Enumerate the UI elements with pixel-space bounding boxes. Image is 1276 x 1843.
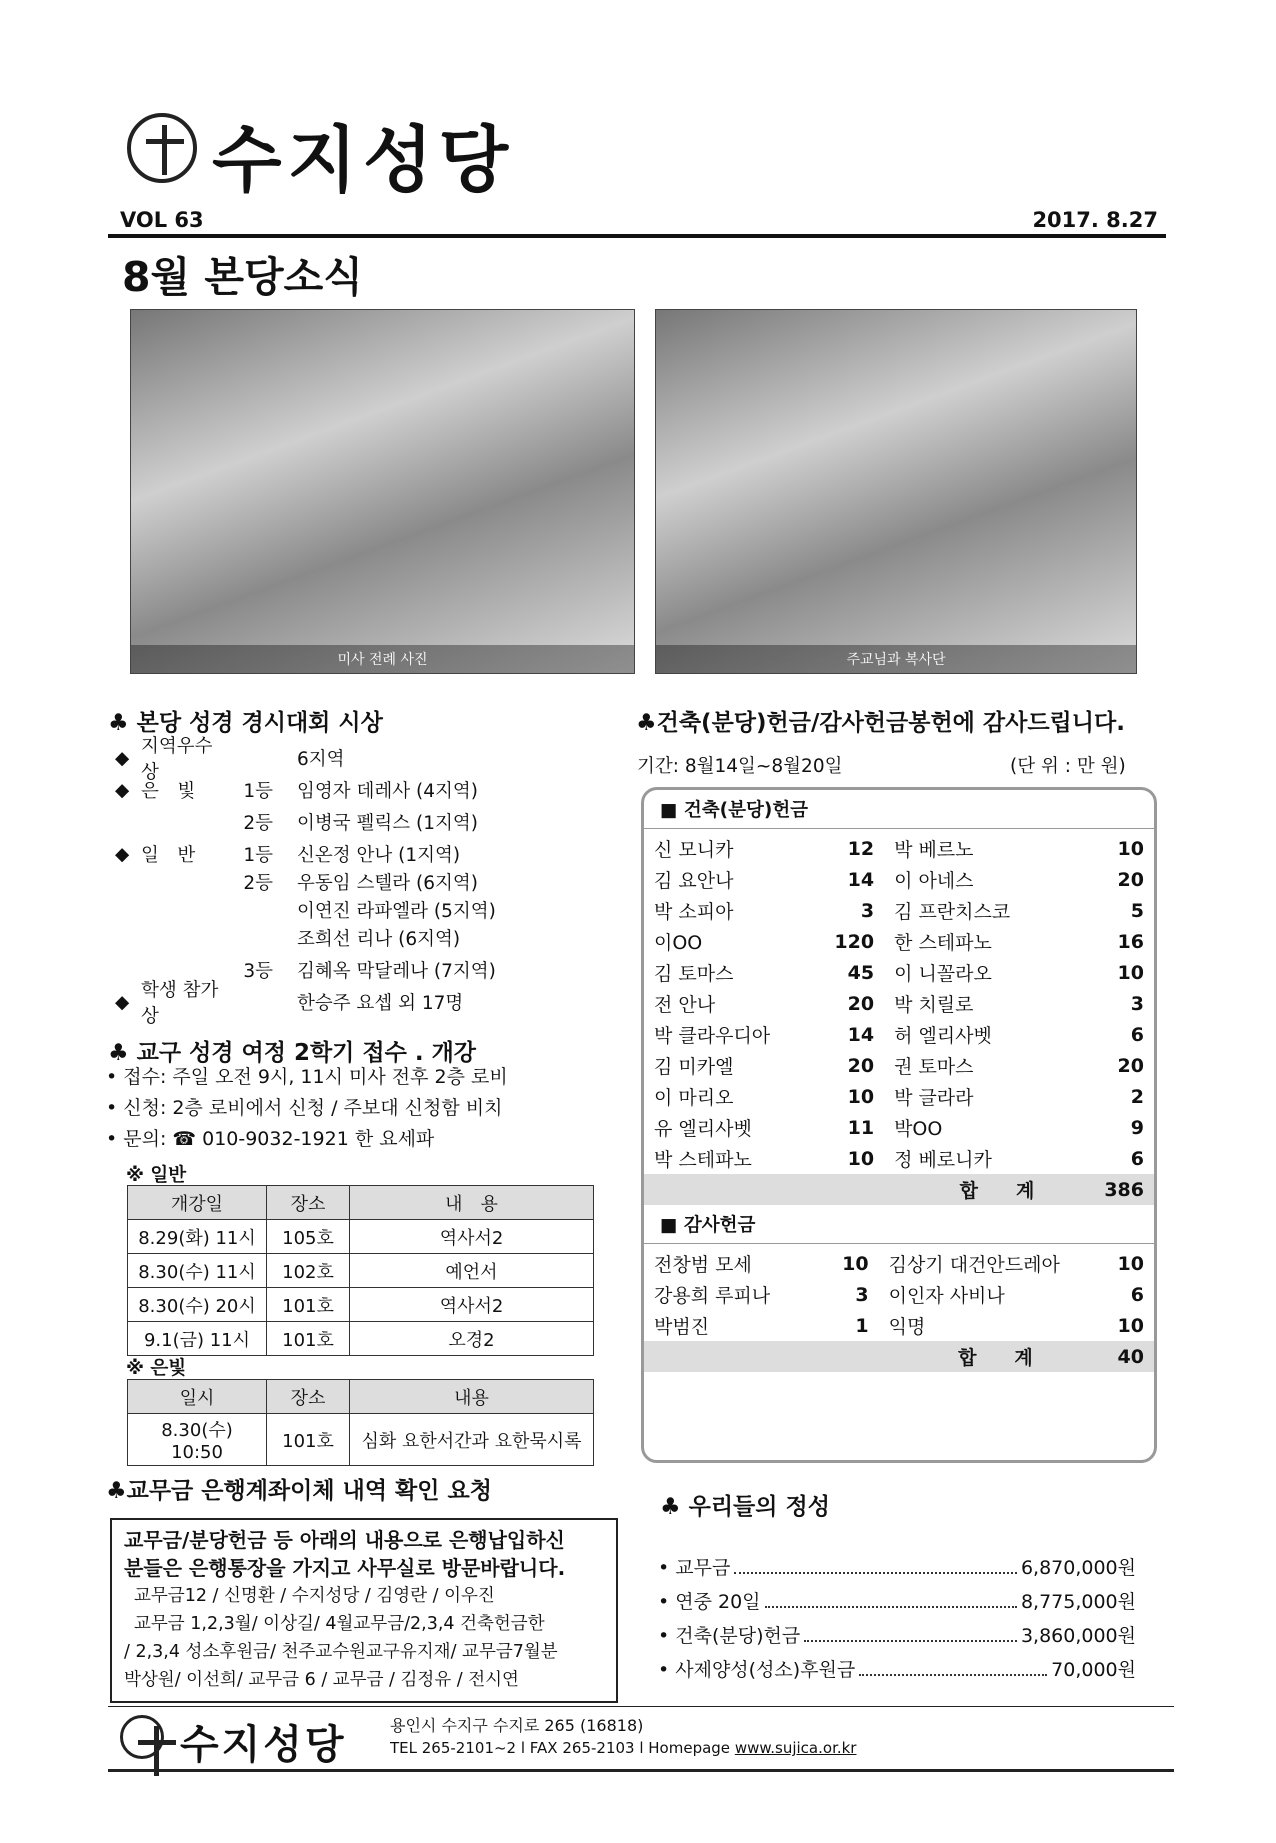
footer-address: 용인시 수지구 수지로 265 (16818) bbox=[390, 1716, 644, 1735]
donation-row bbox=[644, 1019, 1154, 1050]
thanks-total-value: 40 bbox=[1117, 1345, 1144, 1368]
offering-label: • 교무금 bbox=[658, 1557, 731, 1579]
donor-name: 박 베르노 bbox=[894, 839, 974, 861]
donation-amount: 10 bbox=[847, 1085, 875, 1108]
donation-amount: 5 bbox=[1130, 899, 1144, 922]
donation-row bbox=[644, 1050, 1154, 1081]
donation-amount: 9 bbox=[1130, 1116, 1144, 1139]
bank-notice-title: ♣교무금 은행계좌이체 내역 확인 요청 bbox=[106, 1478, 492, 1504]
donor-name: 이 마리오 bbox=[654, 1087, 734, 1109]
donor-name: 한 스테파노 bbox=[894, 932, 992, 954]
table-cell: 역사서2 bbox=[350, 1288, 594, 1322]
table-row bbox=[128, 1322, 594, 1356]
donation-amount: 45 bbox=[847, 961, 875, 984]
table-cell: 8.29(화) 11시 bbox=[128, 1220, 267, 1254]
donor-name: 이 니꼴라오 bbox=[894, 963, 992, 985]
offering-item bbox=[658, 1614, 1136, 1648]
table-header: 일시 bbox=[128, 1380, 267, 1414]
table-cell: 101호 bbox=[267, 1414, 350, 1466]
donation-amount: 1 bbox=[855, 1314, 869, 1337]
table-cell: 101호 bbox=[267, 1322, 350, 1356]
offerings-title: ♣ 우리들의 정성 bbox=[660, 1494, 830, 1520]
donation-amount: 3 bbox=[855, 1283, 869, 1306]
donation-amount: 20 bbox=[1117, 1054, 1144, 1077]
offering-label: • 사제양성(성소)후원금 bbox=[658, 1659, 856, 1681]
donation-amount: 6 bbox=[1130, 1147, 1144, 1170]
offerings-list bbox=[658, 1546, 1136, 1682]
donation-amount: 14 bbox=[847, 1023, 875, 1046]
donation-row bbox=[644, 1310, 1154, 1341]
table-cell: 오경2 bbox=[350, 1322, 594, 1356]
donation-row bbox=[644, 1081, 1154, 1112]
contest-line bbox=[115, 868, 595, 896]
building-fund-table bbox=[644, 833, 1154, 1205]
donation-row bbox=[644, 1279, 1154, 1310]
donation-amount: 6 bbox=[1130, 1283, 1144, 1306]
offering-item bbox=[658, 1546, 1136, 1580]
journey-info-item: • 신청: 2층 로비에서 신청 / 주보대 신청함 비치 bbox=[106, 1097, 503, 1119]
contest-bullet: ◆ bbox=[115, 991, 130, 1013]
footer-name: 수지성당 bbox=[180, 1722, 347, 1768]
contest-category: 지역우수상 bbox=[141, 736, 213, 783]
contest-winner: 이연진 라파엘라 (5지역) bbox=[297, 901, 496, 922]
donor-name: 박 클라우디아 bbox=[654, 1025, 771, 1047]
footer-contact bbox=[390, 1739, 856, 1757]
bank-notice-lead: 분들은 은행통장을 가지고 사무실로 방문바랍니다. bbox=[124, 1556, 566, 1580]
table-cell: 101호 bbox=[267, 1288, 350, 1322]
donor-name: 김 프란치스코 bbox=[894, 901, 1011, 923]
thanks-total-row bbox=[644, 1341, 1154, 1372]
footer-bar bbox=[108, 1706, 1174, 1772]
leader-dots bbox=[765, 1606, 1017, 1608]
donation-amount: 10 bbox=[1117, 837, 1144, 860]
mass-photo bbox=[130, 309, 635, 674]
donor-name: 유 엘리사벳 bbox=[654, 1118, 752, 1140]
donation-amount: 14 bbox=[847, 868, 875, 891]
contest-bullet: ◆ bbox=[115, 747, 130, 769]
table-header: 내 용 bbox=[350, 1186, 594, 1220]
donor-name: 김 미카엘 bbox=[654, 1056, 734, 1078]
contest-line bbox=[115, 924, 595, 952]
donation-amount: 20 bbox=[847, 992, 875, 1015]
donation-amount: 10 bbox=[1117, 1252, 1144, 1275]
offering-value: 6,870,000원 bbox=[1020, 1557, 1136, 1579]
offering-value: 70,000원 bbox=[1051, 1659, 1136, 1681]
donations-unit: (단 위 : 만 원) bbox=[1010, 756, 1126, 777]
contest-bullet: ◆ bbox=[115, 779, 130, 801]
table-row bbox=[128, 1288, 594, 1322]
contest-rank: 2등 bbox=[243, 873, 273, 894]
donation-amount: 6 bbox=[1130, 1023, 1144, 1046]
table-row bbox=[128, 1414, 594, 1466]
donation-amount: 10 bbox=[842, 1252, 869, 1275]
donations-title: ♣건축(분당)헌금/감사헌금봉헌에 감사드립니다. bbox=[636, 710, 1125, 736]
table-cell: 심화 요한서간과 요한묵시록 bbox=[350, 1414, 594, 1466]
silver-class-label: ※ 은빛 bbox=[126, 1358, 187, 1379]
contest-winner: 우동임 스텔라 (6지역) bbox=[297, 873, 478, 894]
donor-name: 권 토마스 bbox=[894, 1056, 974, 1078]
donation-amount: 10 bbox=[1117, 961, 1144, 984]
contest-bullet: ◆ bbox=[115, 843, 130, 865]
donation-row bbox=[644, 895, 1154, 926]
table-cell: 예언서 bbox=[350, 1254, 594, 1288]
donor-name: 박 스테파노 bbox=[654, 1149, 752, 1171]
table-header: 개강일 bbox=[128, 1186, 267, 1220]
journey-info-item: • 접수: 주일 오전 9시, 11시 미사 전후 2층 로비 bbox=[106, 1066, 508, 1088]
donor-name: 박 글라라 bbox=[894, 1087, 974, 1109]
contest-winner: 김혜옥 막달레나 (7지역) bbox=[297, 961, 496, 982]
volume-bar bbox=[108, 206, 1166, 238]
donor-name: 박범진 bbox=[654, 1316, 710, 1338]
contest-rank: 1등 bbox=[243, 845, 273, 866]
thanks-fund-table bbox=[644, 1248, 1154, 1372]
donation-amount: 120 bbox=[834, 930, 875, 953]
contest-winner: 임영자 데레사 (4지역) bbox=[297, 781, 478, 802]
contest-winner: 6지역 bbox=[297, 749, 345, 770]
donor-name: 이인자 사비나 bbox=[888, 1285, 1005, 1307]
page-headline: 8월 본당소식 bbox=[122, 253, 363, 301]
donation-amount: 12 bbox=[847, 837, 875, 860]
table-cell: 102호 bbox=[267, 1254, 350, 1288]
bishop-photo-caption: 주교님과 복사단 bbox=[656, 645, 1136, 673]
donor-name: 박 소피아 bbox=[654, 901, 734, 923]
table-cell: 8.30(수) 20시 bbox=[128, 1288, 267, 1322]
contest-winner: 신온정 안나 (1지역) bbox=[297, 845, 461, 866]
donation-amount: 3 bbox=[1130, 992, 1144, 1015]
donation-row bbox=[644, 957, 1154, 988]
bible-journey-title: ♣ 교구 성경 여정 2학기 접수 . 개강 bbox=[108, 1040, 477, 1066]
offering-item bbox=[658, 1648, 1136, 1682]
church-logo-icon bbox=[127, 113, 197, 183]
newsletter-title: 수지성당 bbox=[212, 118, 515, 202]
journey-info-item: • 문의: ☎ 010-9032-1921 한 요세파 bbox=[106, 1128, 435, 1150]
contest-line bbox=[115, 980, 595, 1027]
building-total-label: 합 계 bbox=[959, 1180, 1035, 1202]
donation-row bbox=[644, 926, 1154, 957]
contest-line bbox=[115, 804, 595, 840]
bank-notice-line: 교무금12 / 신명환 / 수지성당 / 김영란 / 이우진 bbox=[134, 1586, 495, 1606]
table-cell: 8.30(수) 10:50 bbox=[128, 1414, 267, 1466]
footer-logo-icon bbox=[120, 1715, 164, 1759]
leader-dots bbox=[734, 1572, 1017, 1574]
contest-winner: 조희선 리나 (6지역) bbox=[297, 929, 461, 950]
donor-name: 전 안나 bbox=[654, 994, 716, 1016]
offering-value: 8,775,000원 bbox=[1020, 1591, 1136, 1613]
table-header: 내용 bbox=[350, 1380, 594, 1414]
donor-name: 신 모니카 bbox=[654, 839, 734, 861]
donation-amount: 20 bbox=[1117, 868, 1144, 891]
mass-photo-caption: 미사 전례 사진 bbox=[131, 645, 634, 673]
donor-name: 김 토마스 bbox=[654, 963, 734, 985]
table-cell: 105호 bbox=[267, 1220, 350, 1254]
donor-name: 강용희 루피나 bbox=[654, 1285, 771, 1307]
donation-amount: 10 bbox=[1117, 1314, 1144, 1337]
homepage-link[interactable]: www.sujica.or.kr bbox=[734, 1739, 857, 1757]
building-fund-label: ■ 건축(분당)헌금 bbox=[644, 790, 1154, 829]
bank-notice-lead: 교무금/분당헌금 등 아래의 내용으로 은행납입하신 bbox=[124, 1528, 565, 1552]
contest-rank: 2등 bbox=[243, 813, 273, 834]
table-row bbox=[128, 1220, 594, 1254]
donation-row bbox=[644, 864, 1154, 895]
bible-journey-info bbox=[106, 1062, 626, 1155]
donations-box bbox=[641, 787, 1157, 1463]
footer-contact-text: TEL 265-2101~2 l FAX 265-2103 l Homepage bbox=[390, 1739, 731, 1757]
donor-name: 이OO bbox=[654, 932, 703, 954]
building-total-value: 386 bbox=[1104, 1178, 1144, 1201]
bishop-photo bbox=[655, 309, 1137, 674]
bank-notice-line: 박상원/ 이선희/ 교무금 6 / 교무금 / 김정유 / 전시연 bbox=[124, 1670, 519, 1690]
donation-row bbox=[644, 833, 1154, 864]
thanks-fund-label: ■ 감사헌금 bbox=[644, 1205, 1154, 1244]
bank-notice-line: 교무금 1,2,3월/ 이상길/ 4월교무금/2,3,4 건축헌금한 bbox=[134, 1614, 545, 1634]
contest-line bbox=[115, 776, 595, 804]
offering-item bbox=[658, 1580, 1136, 1614]
table-cell: 9.1(금) 11시 bbox=[128, 1322, 267, 1356]
donation-row bbox=[644, 1143, 1154, 1174]
donor-name: 김상기 대건안드레아 bbox=[888, 1254, 1060, 1276]
donation-amount: 10 bbox=[847, 1147, 875, 1170]
offering-value: 3,860,000원 bbox=[1020, 1625, 1136, 1647]
building-total-row bbox=[644, 1174, 1154, 1205]
table-cell: 8.30(수) 11시 bbox=[128, 1254, 267, 1288]
offering-label: • 건축(분당)헌금 bbox=[658, 1625, 801, 1647]
bank-notice-box bbox=[110, 1518, 618, 1703]
donor-name: 허 엘리사벳 bbox=[894, 1025, 992, 1047]
bible-contest-title: ♣ 본당 성경 경시대회 시상 bbox=[108, 710, 383, 736]
contest-category: 은 빛 bbox=[141, 781, 196, 802]
volume-number: VOL 63 bbox=[120, 208, 204, 232]
donor-name: 박OO bbox=[894, 1118, 943, 1140]
contest-rank: 1등 bbox=[243, 781, 273, 802]
contest-category: 학생 참가상 bbox=[141, 980, 219, 1027]
issue-date: 2017. 8.27 bbox=[1032, 208, 1158, 232]
donation-amount: 11 bbox=[847, 1116, 875, 1139]
donation-amount: 3 bbox=[860, 899, 875, 922]
general-class-label: ※ 일반 bbox=[126, 1165, 187, 1186]
donor-name: 정 베로니카 bbox=[894, 1149, 992, 1171]
leader-dots bbox=[804, 1640, 1017, 1642]
bank-notice-line: / 2,3,4 성소후원금/ 천주교수원교구유지재/ 교무금7월분 bbox=[124, 1642, 558, 1662]
donation-row bbox=[644, 1112, 1154, 1143]
leader-dots bbox=[859, 1674, 1047, 1676]
contest-rank: 3등 bbox=[243, 961, 273, 982]
donation-amount: 2 bbox=[1130, 1085, 1144, 1108]
donor-name: 김 요안나 bbox=[654, 870, 734, 892]
bible-contest-list bbox=[115, 736, 595, 1027]
contest-line bbox=[115, 896, 595, 924]
donor-name: 박 치릴로 bbox=[894, 994, 974, 1016]
donor-name: 전창범 모세 bbox=[654, 1254, 752, 1276]
donation-amount: 20 bbox=[847, 1054, 875, 1077]
table-cell: 역사서2 bbox=[350, 1220, 594, 1254]
contest-winner: 이병국 펠릭스 (1지역) bbox=[297, 813, 478, 834]
general-schedule-table bbox=[127, 1185, 594, 1356]
donation-row bbox=[644, 988, 1154, 1019]
table-header: 장소 bbox=[267, 1186, 350, 1220]
contest-category: 일 반 bbox=[141, 845, 196, 866]
offering-label: • 연중 20일 bbox=[658, 1591, 761, 1613]
contest-line bbox=[115, 840, 595, 868]
thanks-total-label: 합 계 bbox=[958, 1347, 1033, 1369]
contest-winner: 한승주 요셉 외 17명 bbox=[297, 993, 464, 1014]
donor-name: 익명 bbox=[888, 1316, 926, 1338]
donation-amount: 16 bbox=[1117, 930, 1144, 953]
table-row bbox=[128, 1254, 594, 1288]
table-header: 장소 bbox=[267, 1380, 350, 1414]
donation-row bbox=[644, 1248, 1154, 1279]
donor-name: 이 아네스 bbox=[894, 870, 974, 892]
contest-line bbox=[115, 736, 595, 783]
silver-schedule-table bbox=[127, 1379, 594, 1466]
donations-period: 기간: 8월14일~8월20일 bbox=[637, 756, 843, 777]
